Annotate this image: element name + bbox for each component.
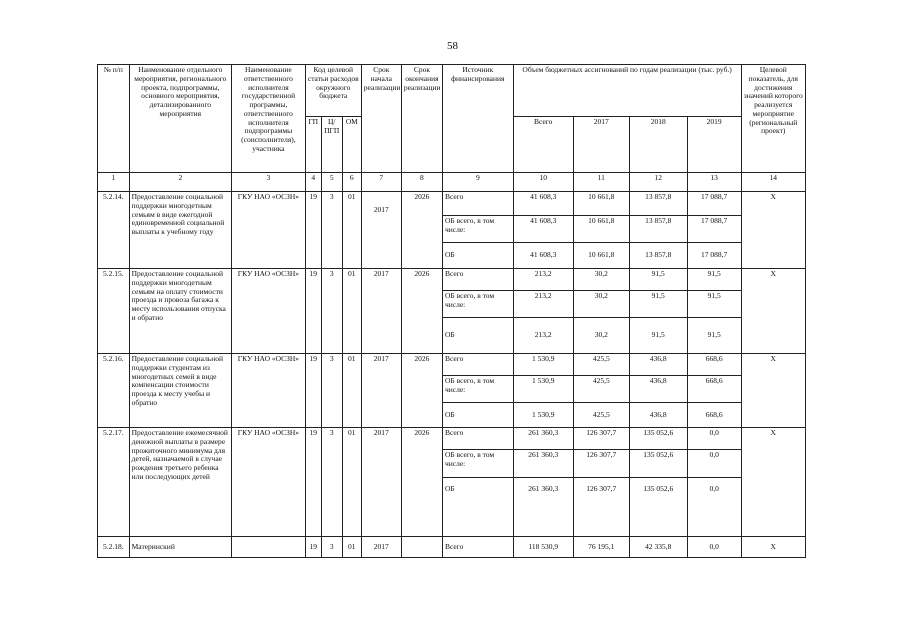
amount-2018: 91,5 bbox=[629, 318, 687, 354]
column-number: 4 bbox=[305, 173, 321, 192]
table-row bbox=[98, 537, 806, 558]
amount-2018: 436,8 bbox=[629, 354, 687, 376]
code-om: 01 bbox=[342, 354, 361, 428]
header-total: Всего bbox=[513, 117, 573, 173]
table-row bbox=[98, 428, 806, 450]
amount-2017: 126 307,7 bbox=[573, 450, 629, 478]
fin-source: ОБ bbox=[442, 478, 513, 537]
code-om: 01 bbox=[342, 269, 361, 354]
code-gp: 19 bbox=[305, 354, 321, 428]
code-cpgp: 3 bbox=[321, 428, 342, 537]
start-year: 2017 bbox=[361, 192, 401, 269]
table-row bbox=[98, 269, 806, 291]
header-2019: 2019 bbox=[687, 117, 741, 173]
amount-2019: 668,6 bbox=[687, 403, 741, 428]
page-number: 58 bbox=[447, 40, 458, 52]
amount-2018: 436,8 bbox=[629, 376, 687, 403]
header-activity: Наименование отдельного мероприятия, регионального проекта, подпрограммы, основного мероприятия, детализированного мероприятия bbox=[129, 65, 231, 173]
column-number: 14 bbox=[741, 173, 805, 192]
column-number: 3 bbox=[231, 173, 305, 192]
code-gp: 19 bbox=[305, 428, 321, 537]
code-om: 01 bbox=[342, 192, 361, 269]
amount-2017: 425,5 bbox=[573, 403, 629, 428]
target-indicator: X bbox=[741, 269, 805, 354]
header-2017: 2017 bbox=[573, 117, 629, 173]
code-cpgp: 3 bbox=[321, 354, 342, 428]
activity-name: Предоставление социальной поддержки студентам из многодетных семей в виде компенсации стоимости проезда к месту учебы и обратно bbox=[129, 354, 231, 428]
amount-2018: 13 857,8 bbox=[629, 216, 687, 243]
target-indicator: X bbox=[741, 537, 805, 558]
executor-name: ГКУ НАО «ОСЗН» bbox=[231, 428, 305, 537]
amount-2017: 126 307,7 bbox=[573, 428, 629, 450]
header-num: № п/п bbox=[98, 65, 130, 173]
fin-source: Всего bbox=[442, 192, 513, 216]
header-budget-code: Код целевой статьи расходов окружного бюджета bbox=[305, 65, 361, 117]
amount-2019: 17 088,7 bbox=[687, 243, 741, 269]
code-cpgp: 3 bbox=[321, 537, 342, 558]
row-number: 5.2.14. bbox=[98, 192, 130, 269]
amount-2019: 91,5 bbox=[687, 318, 741, 354]
budget-table bbox=[97, 64, 806, 558]
code-gp: 19 bbox=[305, 537, 321, 558]
fin-source: Всего bbox=[442, 269, 513, 291]
amount-2017: 30,2 bbox=[573, 269, 629, 291]
executor-name: ГКУ НАО «ОСЗН» bbox=[231, 269, 305, 354]
start-year: 2017 bbox=[361, 354, 401, 428]
amount-2019: 91,5 bbox=[687, 269, 741, 291]
amount-2017: 425,5 bbox=[573, 354, 629, 376]
amount-2019: 17 088,7 bbox=[687, 192, 741, 216]
code-gp: 19 bbox=[305, 269, 321, 354]
header-cpgp: Ц/ПГП bbox=[321, 117, 342, 173]
amount-2019: 91,5 bbox=[687, 291, 741, 318]
amount-2018: 42 335,8 bbox=[629, 537, 687, 558]
amount-2017: 10 661,8 bbox=[573, 216, 629, 243]
amount-total: 213,2 bbox=[513, 318, 573, 354]
amount-total: 261 360,3 bbox=[513, 450, 573, 478]
activity-name: Материнский bbox=[129, 537, 231, 558]
executor-name: ГКУ НАО «ОСЗН» bbox=[231, 354, 305, 428]
amount-2018: 135 052,6 bbox=[629, 428, 687, 450]
header-source: Источник финансирования bbox=[442, 65, 513, 173]
amount-total: 1 530,9 bbox=[513, 354, 573, 376]
amount-2018: 91,5 bbox=[629, 269, 687, 291]
activity-name: Предоставление социальной поддержки многодетным семьям на оплату стоимости проезда и провоза багажа к месту использования отпуска и обратно bbox=[129, 269, 231, 354]
activity-name: Предоставление ежемесячной денежной выплаты в размере прожиточного минимума для детей, назначаемой в случае рождения третьего ребенка или последующих детей bbox=[129, 428, 231, 537]
amount-2019: 0,0 bbox=[687, 537, 741, 558]
fin-source: Всего bbox=[442, 428, 513, 450]
column-number: 5 bbox=[321, 173, 342, 192]
column-number: 12 bbox=[629, 173, 687, 192]
header-2018: 2018 bbox=[629, 117, 687, 173]
end-year: 2026 bbox=[401, 428, 442, 537]
fin-source: ОБ bbox=[442, 243, 513, 269]
column-number: 10 bbox=[513, 173, 573, 192]
amount-2018: 13 857,8 bbox=[629, 192, 687, 216]
column-number: 6 bbox=[342, 173, 361, 192]
code-cpgp: 3 bbox=[321, 192, 342, 269]
header-start: Срок начала реализации bbox=[361, 65, 401, 173]
amount-2017: 30,2 bbox=[573, 318, 629, 354]
column-number: 8 bbox=[401, 173, 442, 192]
fin-source: ОБ всего, в том числе: bbox=[442, 450, 513, 478]
column-number: 7 bbox=[361, 173, 401, 192]
fin-source: ОБ всего, в том числе: bbox=[442, 376, 513, 403]
amount-2018: 135 052,6 bbox=[629, 450, 687, 478]
fin-source: Всего bbox=[442, 537, 513, 558]
amount-total: 41 608,3 bbox=[513, 216, 573, 243]
column-number: 9 bbox=[442, 173, 513, 192]
executor-name bbox=[231, 537, 305, 558]
column-number: 13 bbox=[687, 173, 741, 192]
code-om: 01 bbox=[342, 428, 361, 537]
row-number: 5.2.15. bbox=[98, 269, 130, 354]
header-om: ОМ bbox=[342, 117, 361, 173]
amount-total: 1 530,9 bbox=[513, 403, 573, 428]
amount-2017: 30,2 bbox=[573, 291, 629, 318]
column-number: 11 bbox=[573, 173, 629, 192]
activity-name: Предоставление социальной поддержки многодетным семьям в виде ежегодной единовременной социальной выплаты к учебному году bbox=[129, 192, 231, 269]
row-number: 5.2.16. bbox=[98, 354, 130, 428]
target-indicator: X bbox=[741, 192, 805, 269]
start-year: 2017 bbox=[361, 269, 401, 354]
amount-2017: 10 661,8 bbox=[573, 243, 629, 269]
header-volume: Объем бюджетных ассигнований по годам реализации (тыс. руб.) bbox=[513, 65, 741, 117]
amount-2018: 91,5 bbox=[629, 291, 687, 318]
amount-2018: 436,8 bbox=[629, 403, 687, 428]
header-end: Срок окончания реализации bbox=[401, 65, 442, 173]
table-row bbox=[98, 354, 806, 376]
row-number: 5.2.17. bbox=[98, 428, 130, 537]
fin-source: ОБ bbox=[442, 318, 513, 354]
amount-2019: 0,0 bbox=[687, 478, 741, 537]
amount-2019: 668,6 bbox=[687, 354, 741, 376]
amount-total: 41 608,3 bbox=[513, 192, 573, 216]
code-gp: 19 bbox=[305, 192, 321, 269]
end-year: 2026 bbox=[401, 192, 442, 269]
amount-2019: 0,0 bbox=[687, 428, 741, 450]
column-number: 2 bbox=[129, 173, 231, 192]
table-row bbox=[98, 192, 806, 216]
amount-total: 213,2 bbox=[513, 291, 573, 318]
fin-source: Всего bbox=[442, 354, 513, 376]
amount-total: 41 608,3 bbox=[513, 243, 573, 269]
amount-total: 213,2 bbox=[513, 269, 573, 291]
amount-2019: 0,0 bbox=[687, 450, 741, 478]
end-year: 2026 bbox=[401, 354, 442, 428]
start-year: 2017 bbox=[361, 428, 401, 537]
fin-source: ОБ всего, в том числе: bbox=[442, 291, 513, 318]
row-number: 5.2.18. bbox=[98, 537, 130, 558]
header-gp: ГП bbox=[305, 117, 321, 173]
amount-total: 118 530,9 bbox=[513, 537, 573, 558]
amount-total: 261 360,3 bbox=[513, 428, 573, 450]
executor-name: ГКУ НАО «ОСЗН» bbox=[231, 192, 305, 269]
amount-2019: 17 088,7 bbox=[687, 216, 741, 243]
column-number: 1 bbox=[98, 173, 130, 192]
end-year: 2026 bbox=[401, 269, 442, 354]
amount-2017: 10 661,8 bbox=[573, 192, 629, 216]
amount-total: 1 530,9 bbox=[513, 376, 573, 403]
code-cpgp: 3 bbox=[321, 269, 342, 354]
fin-source: ОБ bbox=[442, 403, 513, 428]
target-indicator: X bbox=[741, 428, 805, 537]
header-executor: Наименование ответственного исполнителя государственной программы, ответственного исполнителя подпрограммы (соисполнителя), участника bbox=[231, 65, 305, 173]
amount-2017: 425,5 bbox=[573, 376, 629, 403]
target-indicator: X bbox=[741, 354, 805, 428]
fin-source: ОБ всего, в том числе: bbox=[442, 216, 513, 243]
start-year: 2017 bbox=[361, 537, 401, 558]
code-om: 01 bbox=[342, 537, 361, 558]
amount-2017: 76 195,1 bbox=[573, 537, 629, 558]
amount-2017: 126 307,7 bbox=[573, 478, 629, 537]
amount-total: 261 360,3 bbox=[513, 478, 573, 537]
header-target: Целевой показатель, для достижения значений которого реализуется мероприятие (региональный проект) bbox=[741, 65, 805, 173]
amount-2018: 13 857,8 bbox=[629, 243, 687, 269]
amount-2018: 135 052,6 bbox=[629, 478, 687, 537]
end-year bbox=[401, 537, 442, 558]
amount-2019: 668,6 bbox=[687, 376, 741, 403]
